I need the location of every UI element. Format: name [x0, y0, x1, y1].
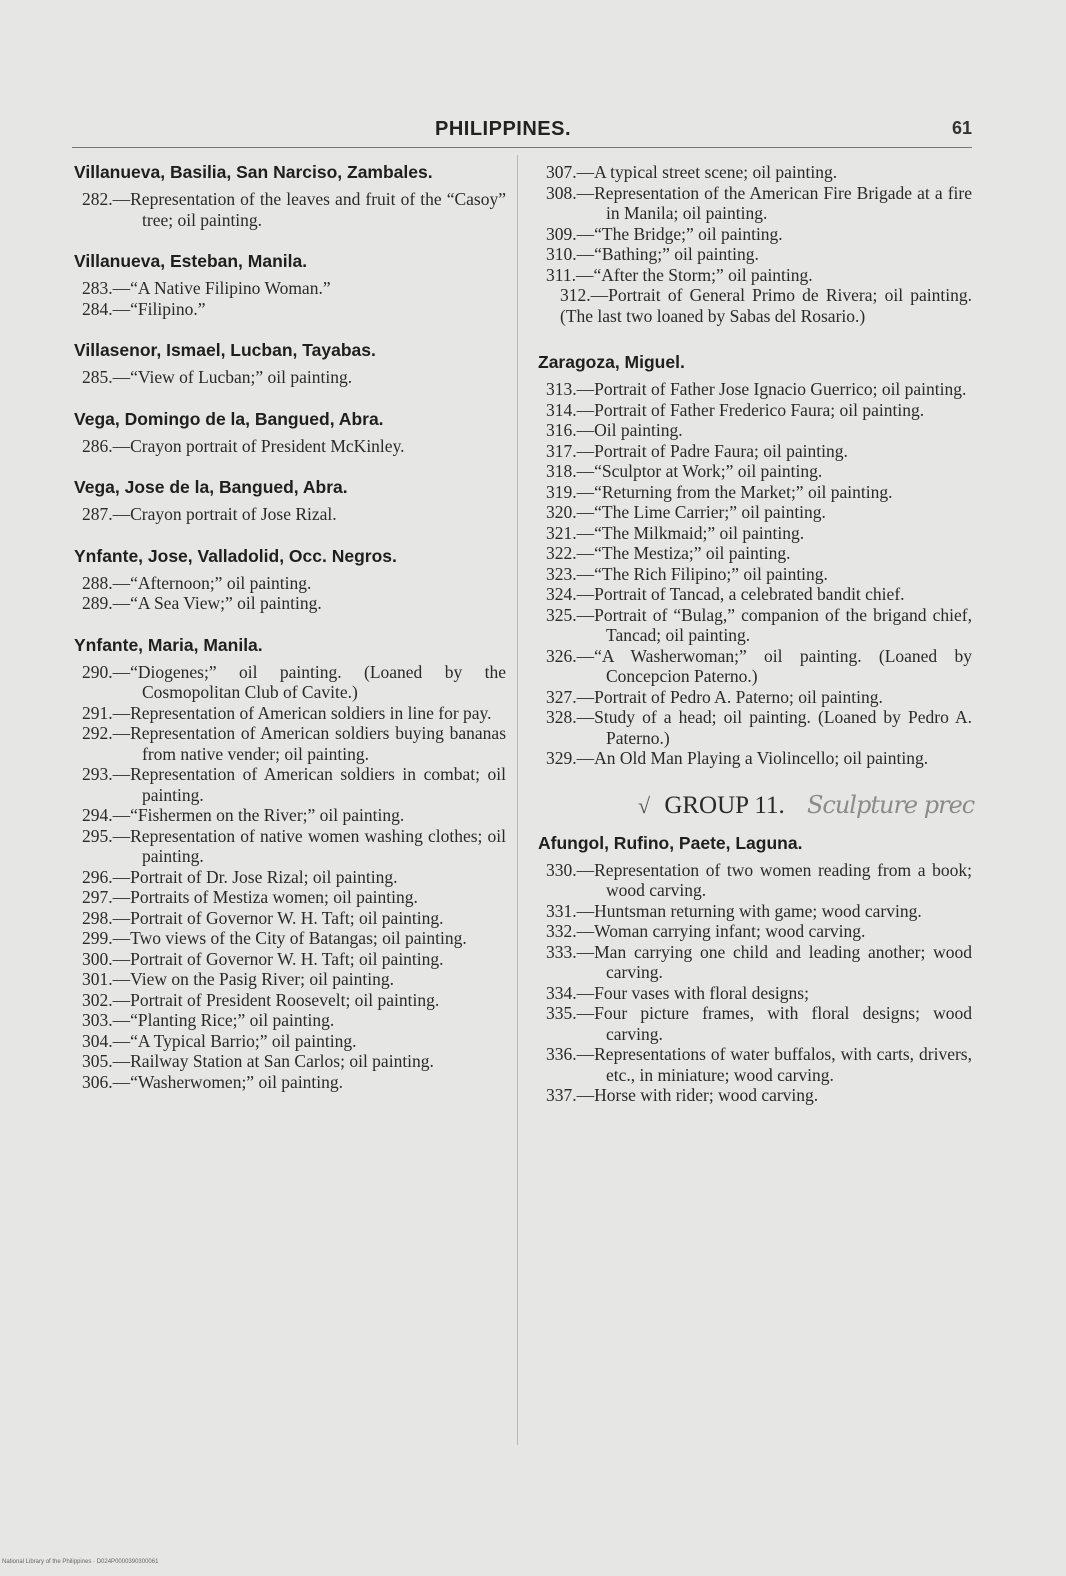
section-ynfante-maria — [74, 635, 506, 1093]
catalog-entry: 287.—Crayon portrait of Jose Rizal. — [82, 504, 337, 524]
section-ynfante-jose — [74, 546, 506, 614]
section-heading: Villanueva, Esteban, Manila. — [74, 251, 308, 271]
catalog-entry: 331.—Huntsman returning with game; wood carving. — [546, 900, 922, 921]
catalog-entry: 300.—Portrait of Governor W. H. Taft; oil painting. — [82, 948, 444, 969]
section-heading: Villanueva, Basilia, San Narciso, Zambales. — [74, 162, 433, 182]
catalog-entry: 311.—“After the Storm;” oil painting. — [546, 264, 813, 285]
catalog-entry: 286.—Crayon portrait of President McKinley. — [82, 435, 405, 456]
page-title: PHILIPPINES. — [435, 118, 572, 140]
catalog-entry: 290.—“Diogenes;” oil painting. (Loaned by the Cosmopolitan Club of Cavite.) — [82, 661, 506, 702]
section-heading: Afungol, Rufino, Paete, Laguna. — [538, 832, 803, 853]
catalog-entry: 323.—“The Rich Filipino;” oil painting. — [546, 563, 828, 584]
section-zaragoza-miguel — [538, 352, 972, 769]
catalog-entry: 308.—Representation of the American Fire Brigade at a fire in Manila; oil painting. — [546, 182, 972, 223]
catalog-entry: 303.—“Planting Rice;” oil painting. — [82, 1010, 335, 1030]
catalog-entry: 333.—Man carrying one child and leading another; wood carving. — [546, 941, 972, 982]
catalog-entry: 285.—“View of Lucban;” oil painting. — [82, 367, 353, 387]
catalog-entry: 329.—An Old Man Playing a Violincello; oil painting. — [546, 748, 929, 768]
catalog-entry: 326.—“A Washerwoman;” oil painting. (Loaned by Concepcion Paterno.) — [546, 645, 972, 686]
page-number: 61 — [952, 118, 973, 138]
section-villanueva-esteban — [74, 251, 506, 319]
catalog-entry: 328.—Study of a head; oil painting. (Loaned by Pedro A. Paterno.) — [546, 707, 972, 748]
section-heading: Ynfante, Jose, Valladolid, Occ. Negros. — [74, 545, 397, 566]
catalog-entry: 284.—“Filipino.” — [82, 298, 206, 319]
footer-credit: National Library of the Philippines · D024P0000390300061 — [2, 1559, 159, 1565]
catalog-entry: 298.—Portrait of Governor W. H. Taft; oil painting. — [82, 907, 444, 928]
header-rule — [72, 147, 972, 148]
catalog-entry: 309.—“The Bridge;” oil painting. — [546, 223, 783, 244]
catalog-entry: 330.—Representation of two women reading from a book; wood carving. — [546, 859, 972, 900]
catalog-entry: 292.—Representation of American soldiers buying bananas from native vender; oil painting. — [82, 723, 506, 764]
catalog-entry: 307.—A typical street scene; oil painting. — [546, 162, 838, 182]
catalog-entry: 296.—Portrait of Dr. Jose Rizal; oil painting. — [82, 866, 398, 887]
catalog-entry: 306.—“Washerwomen;” oil painting. — [82, 1071, 344, 1092]
section-villasenor-ismael — [74, 340, 506, 388]
catalog-entry: 332.—Woman carrying infant; wood carving. — [546, 921, 866, 941]
section-continued-entries — [538, 162, 972, 326]
section-heading: Vega, Jose de la, Bangued, Abra. — [74, 477, 348, 497]
catalog-entry: 282.—Representation of the leaves and fruit of the “Casoy” tree; oil painting. — [82, 189, 506, 230]
catalog-entry: 316.—Oil painting. — [546, 420, 683, 440]
section-afungol-rufino — [538, 833, 972, 1106]
right-column — [538, 162, 975, 1127]
catalog-entry: 304.—“A Typical Barrio;” oil painting. — [82, 1030, 357, 1051]
handwritten-annotation: Sculpture prec — [806, 790, 975, 819]
catalog-entry: 283.—“A Native Filipino Woman.” — [82, 278, 331, 298]
section-villanueva-basilia — [74, 162, 506, 230]
catalog-entry: 322.—“The Mestiza;” oil painting. — [546, 543, 791, 563]
catalog-entry: 305.—Railway Station at San Carlos; oil painting. — [82, 1051, 434, 1071]
catalog-entry: 320.—“The Lime Carrier;” oil painting. — [546, 502, 826, 522]
catalog-entry: 335.—Four picture frames, with floral designs; wood carving. — [546, 1003, 972, 1044]
catalog-entry: 327.—Portrait of Pedro A. Paterno; oil painting. — [546, 686, 883, 707]
catalog-entry: 317.—Portrait of Padre Faura; oil painting. — [546, 440, 848, 461]
catalog-entry: 337.—Horse with rider; wood carving. — [546, 1085, 819, 1105]
catalog-entry: 301.—View on the Pasig River; oil painting. — [82, 969, 394, 989]
section-heading: Ynfante, Maria, Manila. — [74, 634, 263, 655]
catalog-entry: 299.—Two views of the City of Batangas; oil painting. — [82, 928, 467, 948]
catalog-entry: 291.—Representation of American soldiers in line for pay. — [82, 702, 492, 723]
catalog-entry: 289.—“A Sea View;” oil painting. — [82, 593, 322, 613]
section-heading: Zaragoza, Miguel. — [538, 352, 685, 372]
catalog-entry: 295.—Representation of native women washing clothes; oil painting. — [82, 825, 506, 866]
group-heading — [638, 790, 975, 821]
section-heading: Vega, Domingo de la, Bangued, Abra. — [74, 408, 384, 429]
left-column — [74, 162, 506, 1113]
section-vega-jose — [74, 477, 506, 525]
catalog-entry: 336.—Representations of water buffalos, with carts, drivers, etc., in miniature; wood carving. — [546, 1044, 972, 1085]
catalog-entry: 297.—Portraits of Mestiza women; oil painting. — [82, 887, 418, 907]
section-vega-domingo — [74, 409, 506, 457]
section-heading: Villasenor, Ismael, Lucban, Tayabas. — [74, 340, 376, 360]
catalog-entry: 318.—“Sculptor at Work;” oil painting. — [546, 461, 823, 481]
catalog-entry: 324.—Portrait of Tancad, a celebrated bandit chief. — [546, 584, 905, 604]
catalog-entry: 288.—“Afternoon;” oil painting. — [82, 572, 312, 593]
catalog-entry: 294.—“Fishermen on the River;” oil painting. — [82, 805, 405, 825]
catalog-entry: 321.—“The Milkmaid;” oil painting. — [546, 522, 805, 543]
column-divider — [517, 155, 518, 1445]
group-title: GROUP 11. — [664, 791, 785, 819]
catalog-entry: 314.—Portrait of Father Frederico Faura; oil painting. — [546, 399, 925, 420]
catalog-entry: 325.—Portrait of “Bulag,” companion of the brigand chief, Tancad; oil painting. — [546, 604, 972, 645]
catalog-entry: 334.—Four vases with floral designs; — [546, 982, 809, 1003]
catalog-entry: 302.—Portrait of President Roosevelt; oil painting. — [82, 989, 440, 1010]
catalog-entry: 312.—Portrait of General Primo de Rivera; oil painting. (The last two loaned by Sabas del Rosario.) — [560, 285, 972, 326]
checkmark-icon: √ — [638, 792, 651, 818]
catalog-entry: 319.—“Returning from the Market;” oil painting. — [546, 481, 893, 502]
catalog-entry: 313.—Portrait of Father Jose Ignacio Guerrico; oil painting. — [546, 379, 967, 399]
catalog-entry: 310.—“Bathing;” oil painting. — [546, 244, 759, 264]
catalog-entry: 293.—Representation of American soldiers in combat; oil painting. — [82, 764, 506, 805]
